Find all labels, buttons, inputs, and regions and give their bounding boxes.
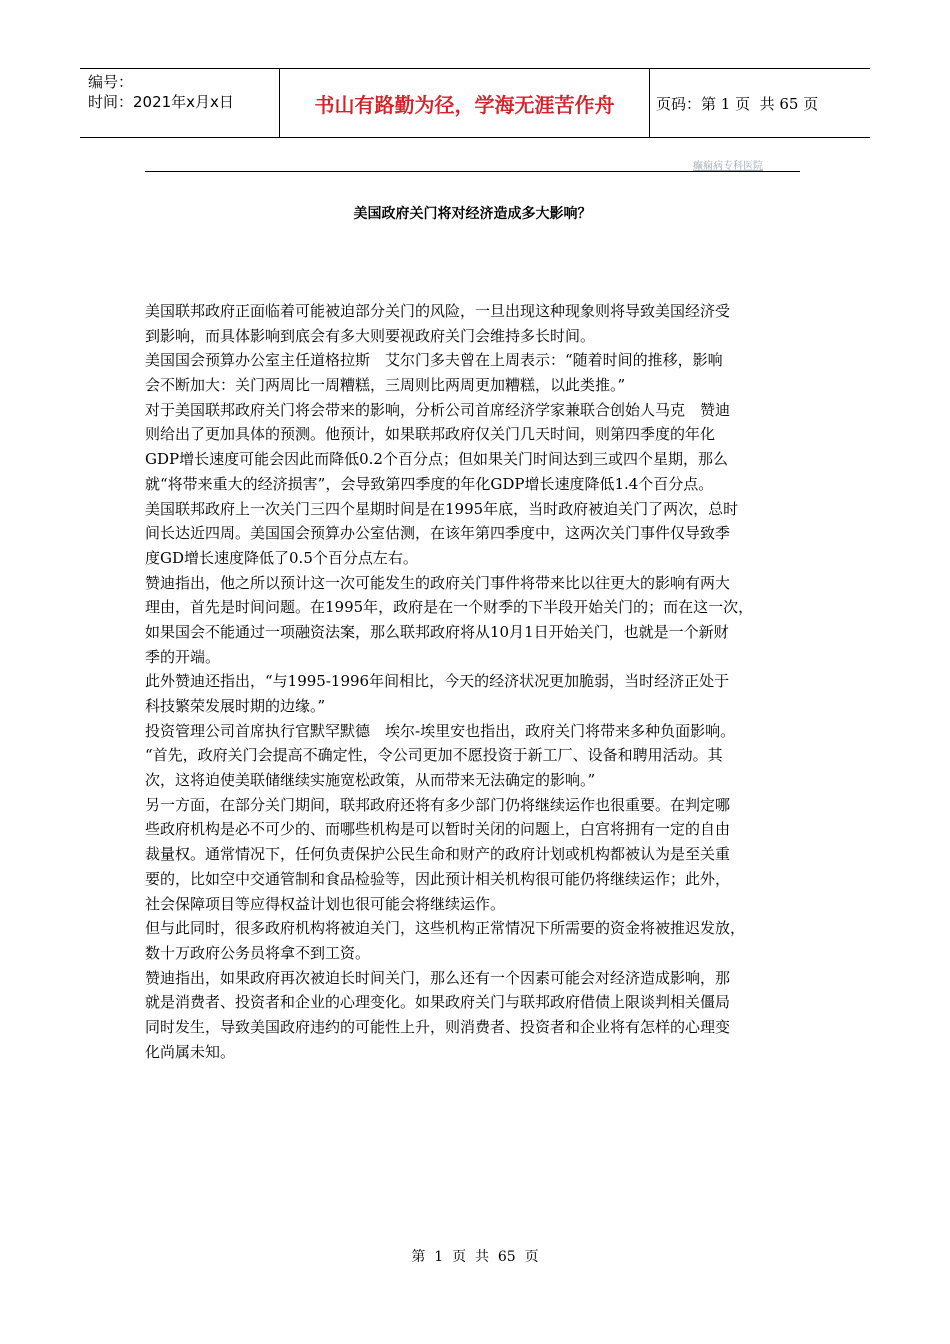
body-line: 些政府机构是必不可少的、而哪些机构是可以暂时关闭的问题上，白宫将拥有一定的自由 xyxy=(145,820,731,839)
document-body xyxy=(145,299,820,1064)
body-line: 就“将带来重大的经济损害”，会导致第四季度的年化GDP增长速度降低1.4个百分点。 xyxy=(145,474,714,493)
body-line: 投资管理公司首席执行官默罕默德 埃尔-埃里安也指出，政府关门将带来多种负面影响。 xyxy=(145,721,736,740)
watermark-link[interactable]: 癫痫病专科医院 xyxy=(693,161,763,172)
document-title: 美国政府关门将对经济造成多大影响？ xyxy=(353,206,592,222)
body-line: 此外赞迪还指出，“与1995-1996年间相比，今天的经济状况更加脆弱，当时经济正处于 xyxy=(145,672,730,691)
body-line: 美国联邦政府正面临着可能被迫部分关门的风险，一旦出现这种现象则将导致美国经济受 xyxy=(145,302,731,320)
body-line: 次，这将迫使美联储继续实施宽松政策，从而带来无法确定的影响。” xyxy=(145,771,596,790)
header-info-cell xyxy=(80,69,280,137)
body-line: 则给出了更加具体的预测。他预计，如果联邦政府仅关门几天时间，则第四季度的年化 xyxy=(145,425,716,444)
body-line: 赞迪指出，如果政府再次被迫长时间关门，那么还有一个因素可能会对经济造成影响，那 xyxy=(145,968,731,987)
body-line: 度GD增长速度降低了0.5个百分点左右。 xyxy=(145,548,418,567)
body-line: 季的开端。 xyxy=(145,647,221,666)
header-rule xyxy=(145,171,800,172)
document-header xyxy=(80,68,870,138)
motto-text: 书山有路勤为径，学海无涯苦作舟 xyxy=(314,92,615,117)
body-line: 美国国会预算办公室主任道格拉斯 艾尔门多夫曾在上周表示：“随着时间的推移，影响 xyxy=(145,351,723,370)
body-line: 科技繁荣发展时期的边缘。” xyxy=(145,697,326,715)
body-line: 同时发生，导致美国政府违约的可能性上升，则消费者、投资者和企业将有怎样的心理变 xyxy=(145,1017,731,1036)
page-info-cell xyxy=(650,69,870,137)
body-line: “首先，政府关门会提高不确定性，令公司更加不愿投资于新工厂、设备和聘用活动。其 xyxy=(145,746,723,765)
body-line: 另一方面，在部分关门期间，联邦政府还将有多少部门仍将继续运作也很重要。在判定哪 xyxy=(145,795,731,814)
page-label: 页码：第 1 页 共 65 页 xyxy=(656,94,819,113)
body-line: 赞迪指出，他之所以预计这一次可能发生的政府关门事件将带来比以往更大的影响有两大 xyxy=(145,573,731,592)
page-footer: 第 1 页 共 65 页 xyxy=(411,1249,539,1265)
body-line: 数十万政府公务员将拿不到工资。 xyxy=(145,943,371,962)
body-line: 理由，首先是时间问题。在1995年，政府是在一个财季的下半段开始关门的；而在这一次， xyxy=(145,598,754,617)
body-line: 裁量权。通常情况下，任何负责保护公民生命和财产的政府计划或机构都被认为是至关重 xyxy=(145,845,731,864)
body-line: 化尚属未知。 xyxy=(145,1042,236,1061)
body-line: 如果国会不能通过一项融资法案，那么联邦政府将从10月1日开始关门，也就是一个新财 xyxy=(145,622,729,641)
body-line: 就是消费者、投资者和企业的心理变化。如果政府关门与联邦政府借债上限谈判相关僵局 xyxy=(145,993,731,1012)
body-line: 会不断加大：关门两周比一周糟糕，三周则比两周更加糟糕，以此类推。” xyxy=(145,376,626,395)
body-line: 但与此同时，很多政府机构将被迫关门，这些机构正常情况下所需要的资金将被推迟发放， xyxy=(145,919,746,938)
body-line: 对于美国联邦政府关门将会带来的影响，分析公司首席经济学家兼联合创始人马克 赞迪 xyxy=(145,400,731,419)
number-label: 编号： xyxy=(88,73,134,91)
body-line: 社会保障项目等应得权益计划也很可能会将继续运作。 xyxy=(145,894,506,913)
body-line: GDP增长速度可能会因此而降低0.2个百分点；但如果关门时间达到三或四个星期，那么 xyxy=(145,450,728,469)
body-line: 美国联邦政府上一次关门三四个星期时间是在1995年底，当时政府被迫关门了两次，总时 xyxy=(145,499,739,518)
body-line: 间长达近四周。美国国会预算办公室估测，在该年第四季度中，这两次关门事件仅导致季 xyxy=(145,524,731,543)
time-label: 时间：2021年x月x日 xyxy=(88,93,234,111)
body-line: 要的，比如空中交通管制和食品检验等，因此预计相关机构很可能仍将继续运作；此外， xyxy=(145,869,731,888)
body-line: 到影响，而具体影响到底会有多大则要视政府关门会维持多长时间。 xyxy=(145,326,596,345)
motto-cell xyxy=(280,69,650,137)
